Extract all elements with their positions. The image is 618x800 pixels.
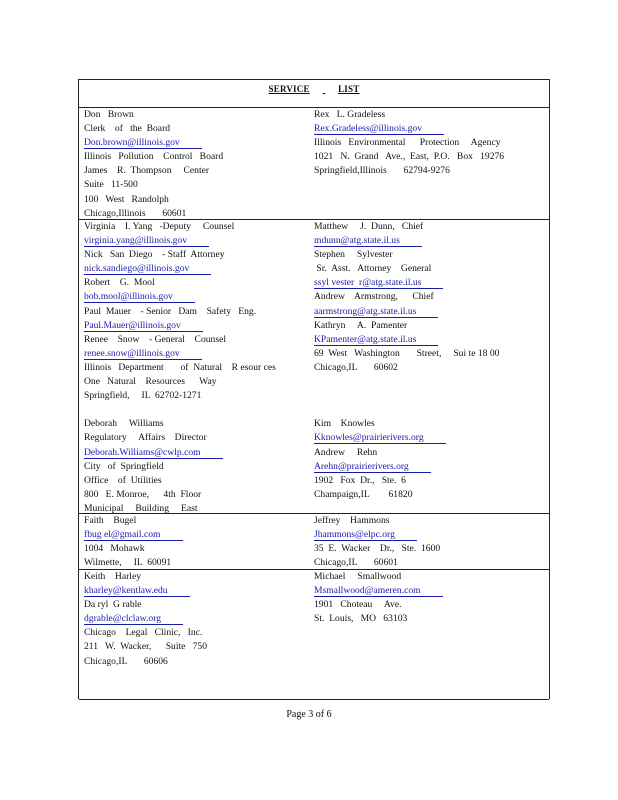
email-link[interactable]: Don.brown@illinois.gov <box>84 136 223 150</box>
contact-line: One Natural Resources Way <box>84 376 217 388</box>
email-link[interactable]: Jhammons@elpc.org <box>314 528 440 542</box>
contact-line: Champaign,IL 61820 <box>314 488 413 500</box>
contact-line: Kathryn A. Pamenter <box>314 319 408 331</box>
contact-line: Matthew J. Dunn, Chief <box>314 221 424 232</box>
contact-line: Michael Smallwood <box>314 571 402 582</box>
email-link[interactable]: fbug el@gmail.com <box>84 528 183 542</box>
contact-block <box>314 220 499 502</box>
contact-line: Rex L. Gradeless <box>314 109 386 120</box>
contact-line: Chicago Legal Clinic, Inc. <box>84 627 203 639</box>
contact-line: Illinois Environmental Protection Agency <box>314 137 501 149</box>
contact-line: Da ryl G rable <box>84 599 142 611</box>
email-link[interactable]: Kknowles@prairierivers.org <box>314 431 499 445</box>
contact-line: Sr. Asst. Attorney General <box>314 263 432 275</box>
contact-line: Illinois Pollution Control Board <box>84 151 224 163</box>
contact-line <box>84 403 276 417</box>
contact-line: Faith Bugel <box>84 515 137 526</box>
contact-line: 800 E. Monroe, 4th Floor <box>84 488 202 500</box>
contact-line: Deborah Williams <box>84 418 164 430</box>
email-link[interactable]: dgrable@clclaw.org <box>84 612 207 626</box>
email-link[interactable]: mdunn@atg.state.il.us <box>314 234 499 248</box>
email-link[interactable]: renee.snow@illinois.gov <box>84 347 276 361</box>
contact-line: Keith Harley <box>84 571 142 582</box>
email-link[interactable]: bob.mool@illinois.gov <box>84 290 276 304</box>
contact-line: Chicago,Illinois 60601 <box>84 207 187 219</box>
contact-line: City of Springfield <box>84 460 164 472</box>
email-link[interactable]: KPamenter@atg.state.il.us <box>314 333 499 347</box>
contact-line: Clerk of the Board <box>84 123 171 135</box>
email-link[interactable]: kharley@kentlaw.edu <box>84 584 207 598</box>
contact-line: Wilmette, IL 60091 <box>84 557 172 569</box>
contact-line: 1004 Mohawk <box>84 543 145 555</box>
contact-line: Nick San Diego - Staff Attorney <box>84 249 225 261</box>
contact-block <box>314 514 440 570</box>
contact-line: Municipal Building East <box>84 502 198 514</box>
contact-line: Virginia I. Yang -Deputy Counsel <box>84 221 235 232</box>
contact-line: Chicago,IL 60606 <box>84 655 168 667</box>
contact-line: Renee Snow - General Counsel <box>84 333 227 345</box>
contact-line: Office of Utilities <box>84 474 162 486</box>
contact-line: Chicago,IL 60601 <box>314 557 398 569</box>
contact-block <box>84 514 183 570</box>
table-bottom-border <box>79 699 549 700</box>
contact-block <box>84 220 276 516</box>
email-link[interactable]: ssyl vester r@atg.state.il.us <box>314 276 499 290</box>
email-link[interactable]: Rex.Gradeless@illinois.gov <box>314 122 504 136</box>
contact-line <box>314 403 499 417</box>
service-list-table <box>78 79 550 699</box>
email-link[interactable]: nick.sandiego@illinois.gov <box>84 262 276 276</box>
contact-line: Jeffrey Hammons <box>314 515 390 526</box>
contact-line: St. Louis, MO 63103 <box>314 613 408 625</box>
title-word-list: LIST <box>338 84 360 94</box>
contact-line: Don Brown <box>84 109 134 120</box>
contact-block <box>84 570 207 669</box>
contact-line <box>314 375 499 389</box>
contact-block <box>314 570 443 626</box>
title-word-service: SERVICE <box>268 84 310 94</box>
contact-line: 1901 Choteau Ave. <box>314 599 402 611</box>
page-number: Page 3 of 6 <box>286 709 332 720</box>
contact-line <box>314 389 499 403</box>
contact-line: Springfield,Illinois 62794-9276 <box>314 165 450 177</box>
email-link[interactable]: Arehn@prairierivers.org <box>314 460 499 474</box>
contact-line: Suite 11-500 <box>84 179 138 191</box>
contact-line: 211 W. Wacker, Suite 750 <box>84 641 208 653</box>
contact-line: 1021 N. Grand Ave., East, P.O. Box 19276 <box>314 151 505 163</box>
email-link[interactable]: virginia.yang@illinois.gov <box>84 234 276 248</box>
contact-line: Chicago,IL 60602 <box>314 361 398 373</box>
contact-line: 100 West Randolph <box>84 193 169 205</box>
contact-line: Robert G. Mool <box>84 277 155 289</box>
email-link[interactable]: Paul.Mauer@illinois.gov <box>84 319 276 333</box>
contact-line: Illinois Department of Natural R esour ces <box>84 361 276 373</box>
email-link[interactable]: aarmstrong@atg.state.il.us <box>314 305 499 319</box>
contact-line: Paul Mauer - Senior Dam Safety Eng. <box>84 305 257 317</box>
contact-line: James R. Thompson Center <box>84 165 210 177</box>
contact-line: Regulatory Affairs Director <box>84 432 207 444</box>
contact-block <box>84 108 223 221</box>
contact-line: 35 E. Wacker Dr., Ste. 1600 <box>314 543 441 555</box>
contact-line: 1902 Fox Dr., Ste. 6 <box>314 474 406 486</box>
contact-line: Kim Knowles <box>314 418 375 430</box>
contact-line: Andrew Rehn <box>314 446 378 458</box>
contact-line: Andrew Armstrong, Chief <box>314 291 434 303</box>
contact-line: Springfield, IL 62702-1271 <box>84 390 202 402</box>
email-link[interactable]: Deborah.Williams@cwlp.com <box>84 446 276 460</box>
contact-block <box>314 108 504 178</box>
email-link[interactable]: Msmallwood@ameren.com <box>314 584 443 598</box>
table-title <box>79 79 549 109</box>
contact-line: 69 West Washington Street, Sui te 18 00 <box>314 347 500 359</box>
contact-line: Stephen Sylvester <box>314 249 393 261</box>
